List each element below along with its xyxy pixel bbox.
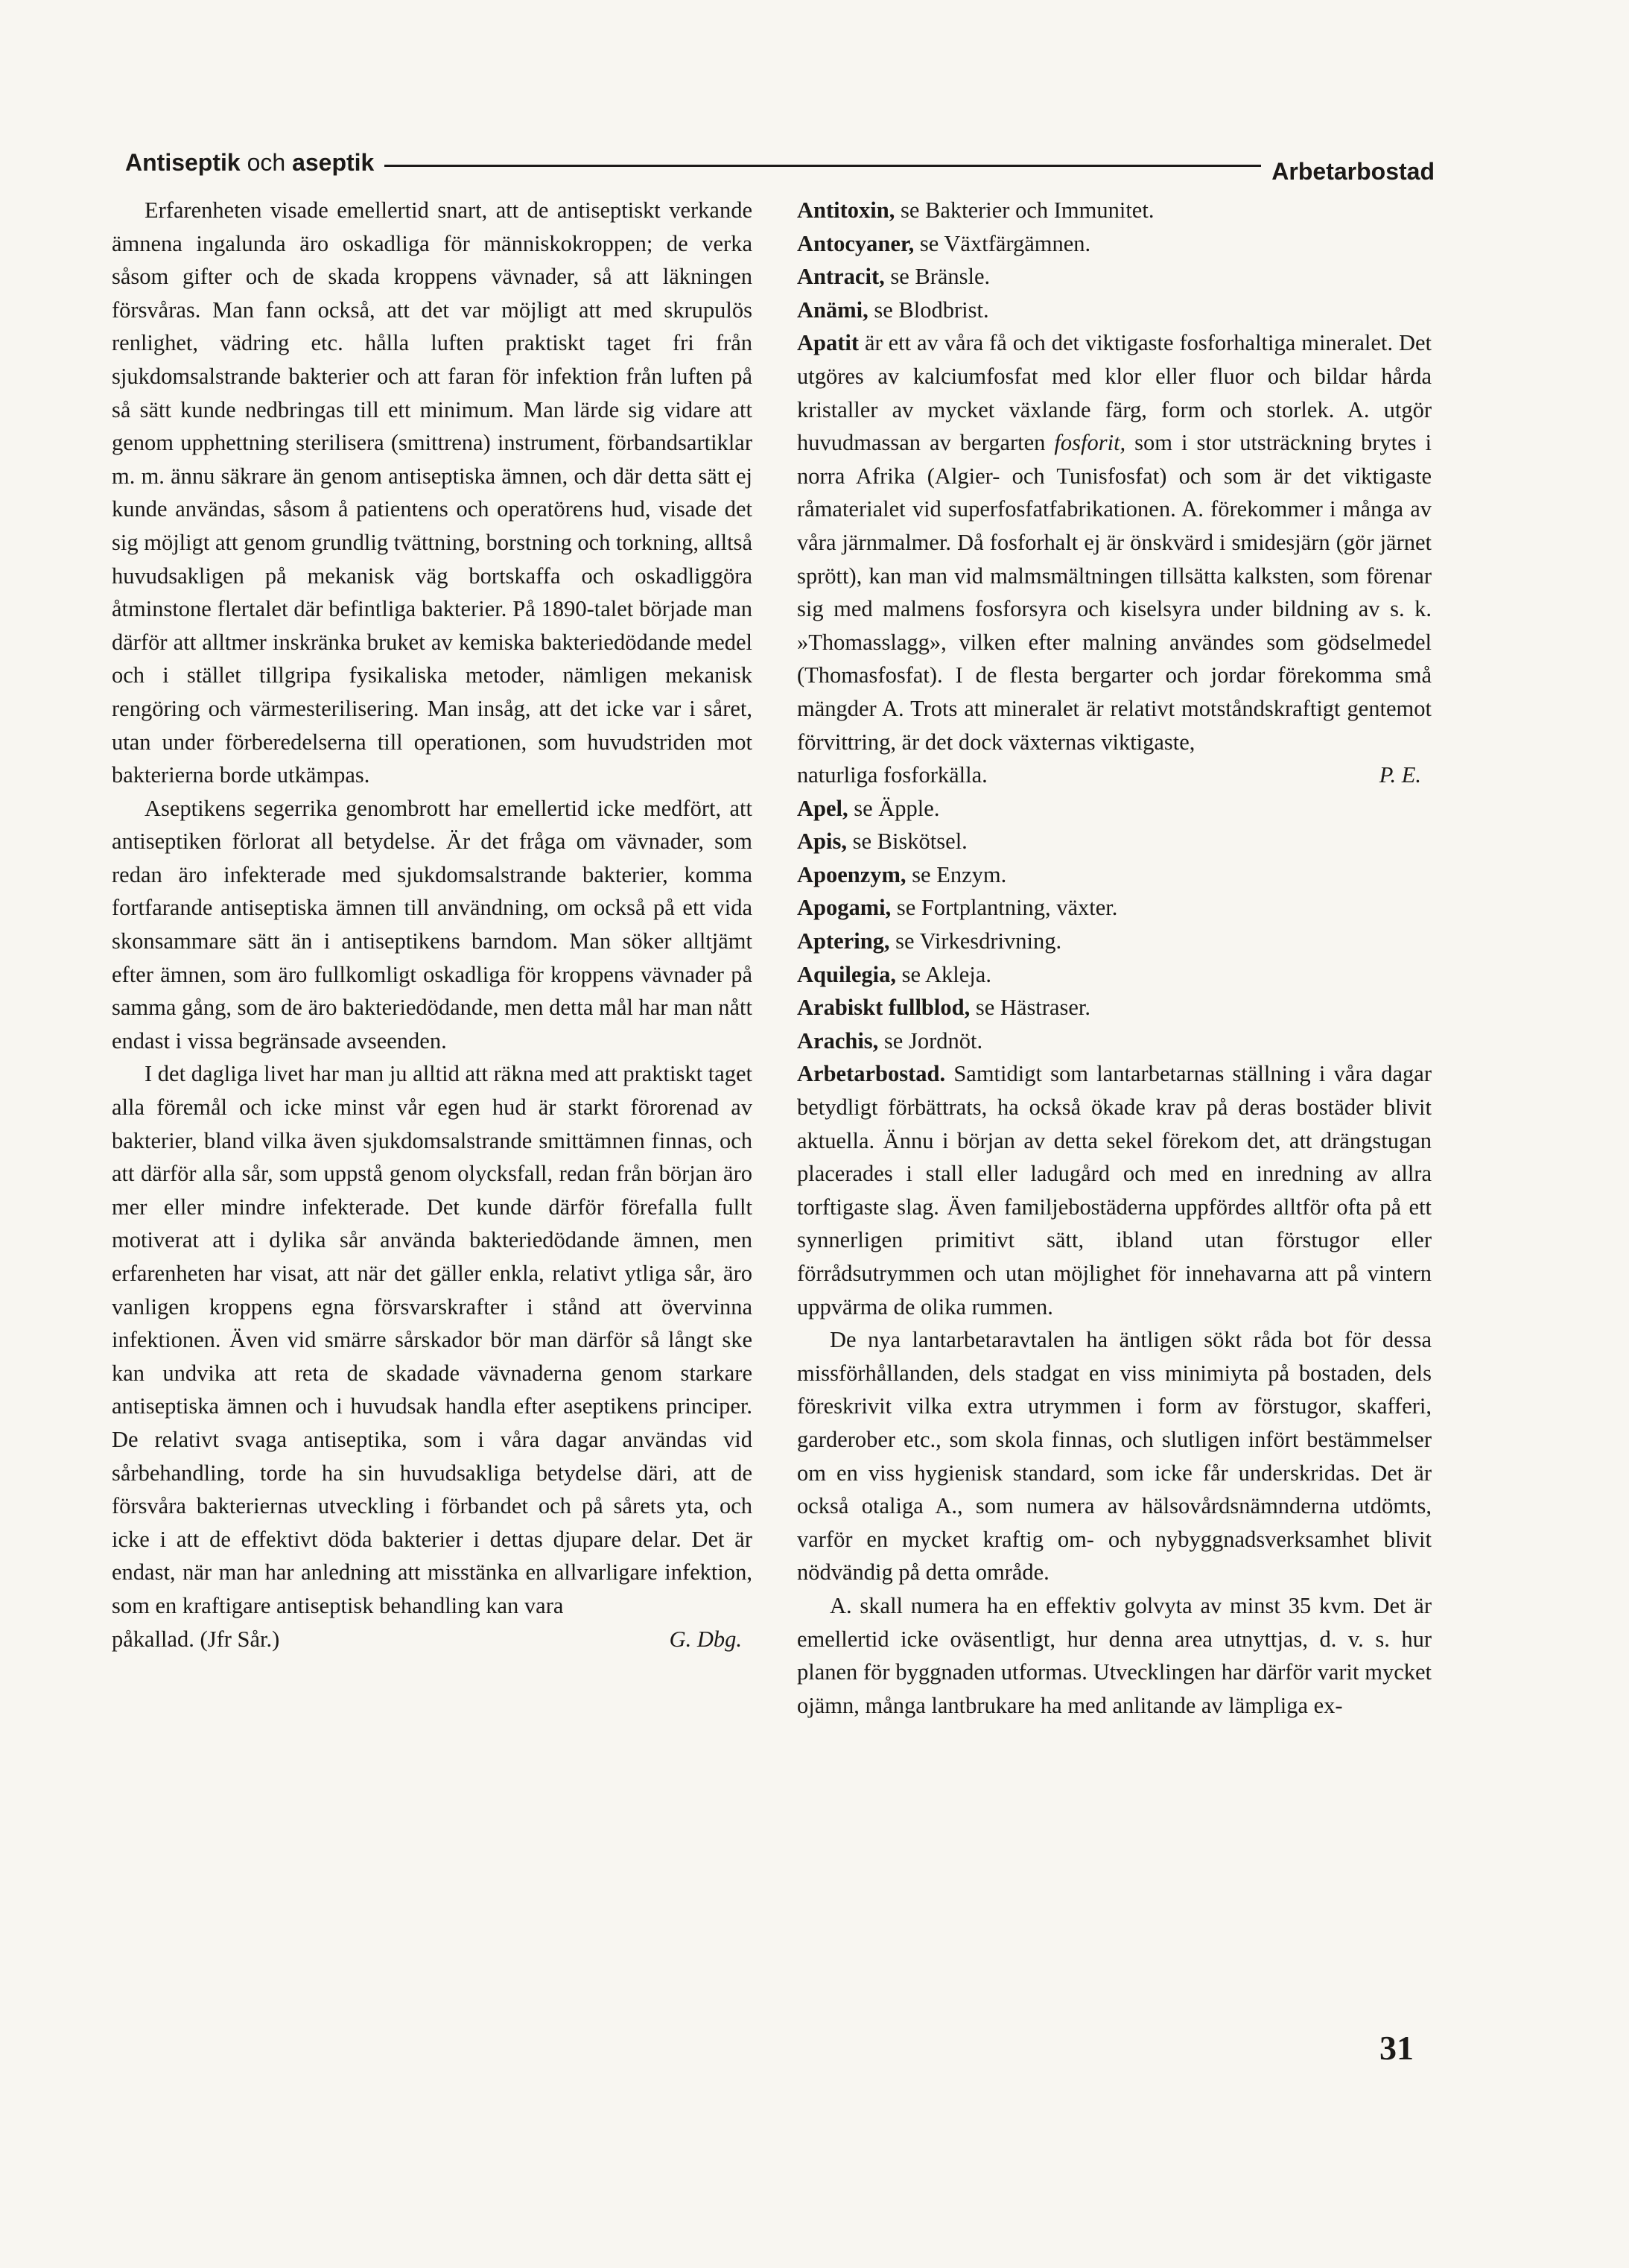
author-signature: P. E. (1379, 762, 1421, 788)
header-left: Antiseptik och aseptik (125, 148, 375, 176)
paragraph: De nya lantarbetaravtalen ha äntligen sökt råda bot för dessa missförhållanden, dels stadgat en viss minimiyta på bostaden, dels föreskrivit vilka extra utrymmen i form av förstugor, skafferi, garderober etc., som skola finnas, och slutligen infört bestämmelser om en viss hygienisk standard, som icke får underskridas. Det är också otaliga A., som numera av hälsovårdsnämnderna utdömts, varför en mycket kraftig om- och nybyggnadsverksamhet blivit nödvändig på detta område. (797, 1327, 1432, 1586)
entry-aptering: Aptering, se Virkesdrivning. (797, 928, 1062, 954)
signature-line: naturliga fosforkälla. P. E. (797, 758, 1432, 792)
header-rule (384, 165, 1261, 167)
paragraph: A. skall numera ha en effektiv golvyta av minst 35 kvm. Det är emellertid icke oväsentligt, hur denna area utnyttjas, d. v. s. hur planen för byggnaden utformas. Utvecklingen har därför varit mycket ojämn, många lantbrukare ha med anlitande av lämpliga ex- (797, 1592, 1432, 1718)
header-right: Arbetarbostad (1271, 157, 1435, 185)
entry-arabiskt-fullblod: Arabiskt fullblod, se Hästraser. (797, 995, 1090, 1021)
paragraph: I det dagliga livet har man ju alltid att räkna med att praktiskt taget alla föremål och icke minst vår egen hud är starkt förorenad av bakterier, bland vilka även sjukdomsalstrande smittämnen finnas, och att därför alla sår, som uppstå genom olycksfall, redan från början äro mer eller mindre infekterade. Det kunde därför förefalla fullt motiverat att i dylika sår använda bakteriedödande ämnen, men erfarenheten har visat, att när det gäller enkla, relativt ytliga sår, äro vanligen kroppens egna försvarskrafter i stånd att övervinna infektionen. Även vid smärre sårskador bör man därför så långt ske kan undvika att reta de skadade vävnaderna genom starkare antiseptiska ämnen och i huvudsak handla efter aseptikens principer. De relativt svaga antiseptika, som i våra dagar användas vid sårbehandling, torde ha sin huvudsakliga betydelse däri, att de försvåra bakteriernas utveckling i förbandet och på sårets yta, och icke i att de effektivt döda bakterier i dettas djupare delar. Det är endast, när man har anledning att misstänka en allvarligare infektion, som en kraftigare antiseptisk behandling kan vara (112, 1061, 752, 1618)
entry-antitoxin: Antitoxin, se Bakterier och Immunitet. (797, 197, 1155, 223)
running-header (125, 140, 1435, 185)
entry-aquilegia: Aquilegia, se Akleja. (797, 961, 991, 987)
entry-apatit: Apatit är ett av våra få och det viktigaste fosforhaltiga mineralet. Det utgöres av kalciumfosfat med klor eller fluor och bildar hårda kristaller av mycket växlande färg, form och storlek. A. utgör huvudmassan av bergarten fosforit, som i stor utsträckning brytes i norra Afrika (Algier- och Tunisfosfat) och som är det viktigaste råmaterialet vid superfosfatfabrikationen. A. förekommer i många av våra järnmalmer. Då fosforhalt ej är önskvärd i smidesjärn (gör järnet sprött), kan man vid malmsmältningen tillsätta kalksten, som förenar sig med malmens fosforsyra och kiselsyra under bildning av s. k. »Thomasslagg», vilken efter malning användes som gödselmedel (Thomasfosfat). I de flesta bergarter och jordar förekomma små mängder A. Trots att mineralet är relativt motståndskraftigt gentemot förvittring, är det dock växternas viktigaste, (797, 330, 1432, 755)
entry-apel: Apel, se Äpple. (797, 795, 940, 821)
page-number: 31 (1379, 2029, 1414, 2067)
entry-apoenzym: Apoenzym, se Enzym. (797, 861, 1007, 887)
right-column (797, 194, 1432, 1722)
entry-arbetarbostad: Arbetarbostad. Samtidigt som lantarbetarnas ställning i våra dagar betydligt förbättrats, ha också ökade krav på deras bostäder blivit aktuella. Ännu i början av detta sekel förekom det, att drängstugan placerades i stall eller ladugård och med en inredning av allra torftigaste slag. Även familjebostäderna uppfördes alltför ofta på ett synnerligen primitivt sätt, ibland utan förstugor eller förrådsutrymmen och utan möjlighet för innehavarna att på vintern uppvärma de olika rummen. (797, 1061, 1432, 1320)
entry-antocyaner: Antocyaner, se Växtfärgämnen. (797, 230, 1091, 256)
entry-apogami: Apogami, se Fortplantning, växter. (797, 895, 1118, 921)
entry-apis: Apis, se Biskötsel. (797, 829, 968, 855)
author-signature: G. Dbg. (669, 1626, 742, 1652)
paragraph: Erfarenheten visade emellertid snart, att de antiseptiskt verkande ämnena ingalunda äro oskadliga för människokroppen; de verka såsom gifter och de skada kroppens vävnader, så att läkningen försvåras. Man fann också, att det var möjligt att med skrupulös renlighet, vädring etc. hålla luften praktiskt taget fri från sjukdomsalstrande bakterier och att faran för infektion från luften på så sätt kunde nedbringas till ett minimum. Man lärde sig vidare att genom upphettning sterilisera (smittrena) instrument, förbandsartiklar m. m. ännu säkrare än genom antiseptiska ämnen, och där detta sätt ej kunde användas, såsom å patientens och operatörens hud, visade det sig möjligt att genom grundlig tvättning, borstning och torkning, alltså huvudsakligen på mekanisk väg bortskaffa och oskadliggöra åtminstone flertalet där befintliga bakterier. På 1890-talet började man därför att alltmer inskränka bruket av kemiska bakteriedödande medel och i stället tillgripa fysikaliska metoder, nämligen mekanisk rengöring och värmesterilisering. Man insåg, att det icke var i såret, utan under förberedelserna till operationen, som huvudstriden mot bakterierna borde utkämpas. (112, 197, 752, 788)
entry-antracit: Antracit, se Bränsle. (797, 264, 991, 290)
signature-line: påkallad. (Jfr Sår.) G. Dbg. (112, 1623, 752, 1656)
paragraph: Aseptikens segerrika genombrott har emellertid icke medfört, att antiseptiken förlorat all betydelse. Är det fråga om vävnader, som redan äro infekterade med sjukdomsalstrande bakterier, komma fortfarande antiseptiska ämnen till användning, om också på ett vida skonsammare sätt än i antiseptikens barndom. Man söker alltjämt efter ämnen, som äro fullkomligt oskadliga för kroppens vävnader på samma gång, som de äro bakteriedödande, men detta mål har man nått endast i vissa begränsade avseenden. (112, 795, 752, 1054)
entry-arachis: Arachis, se Jordnöt. (797, 1027, 983, 1054)
left-column (112, 194, 752, 1656)
entry-anami: Anämi, se Blodbrist. (797, 297, 989, 323)
